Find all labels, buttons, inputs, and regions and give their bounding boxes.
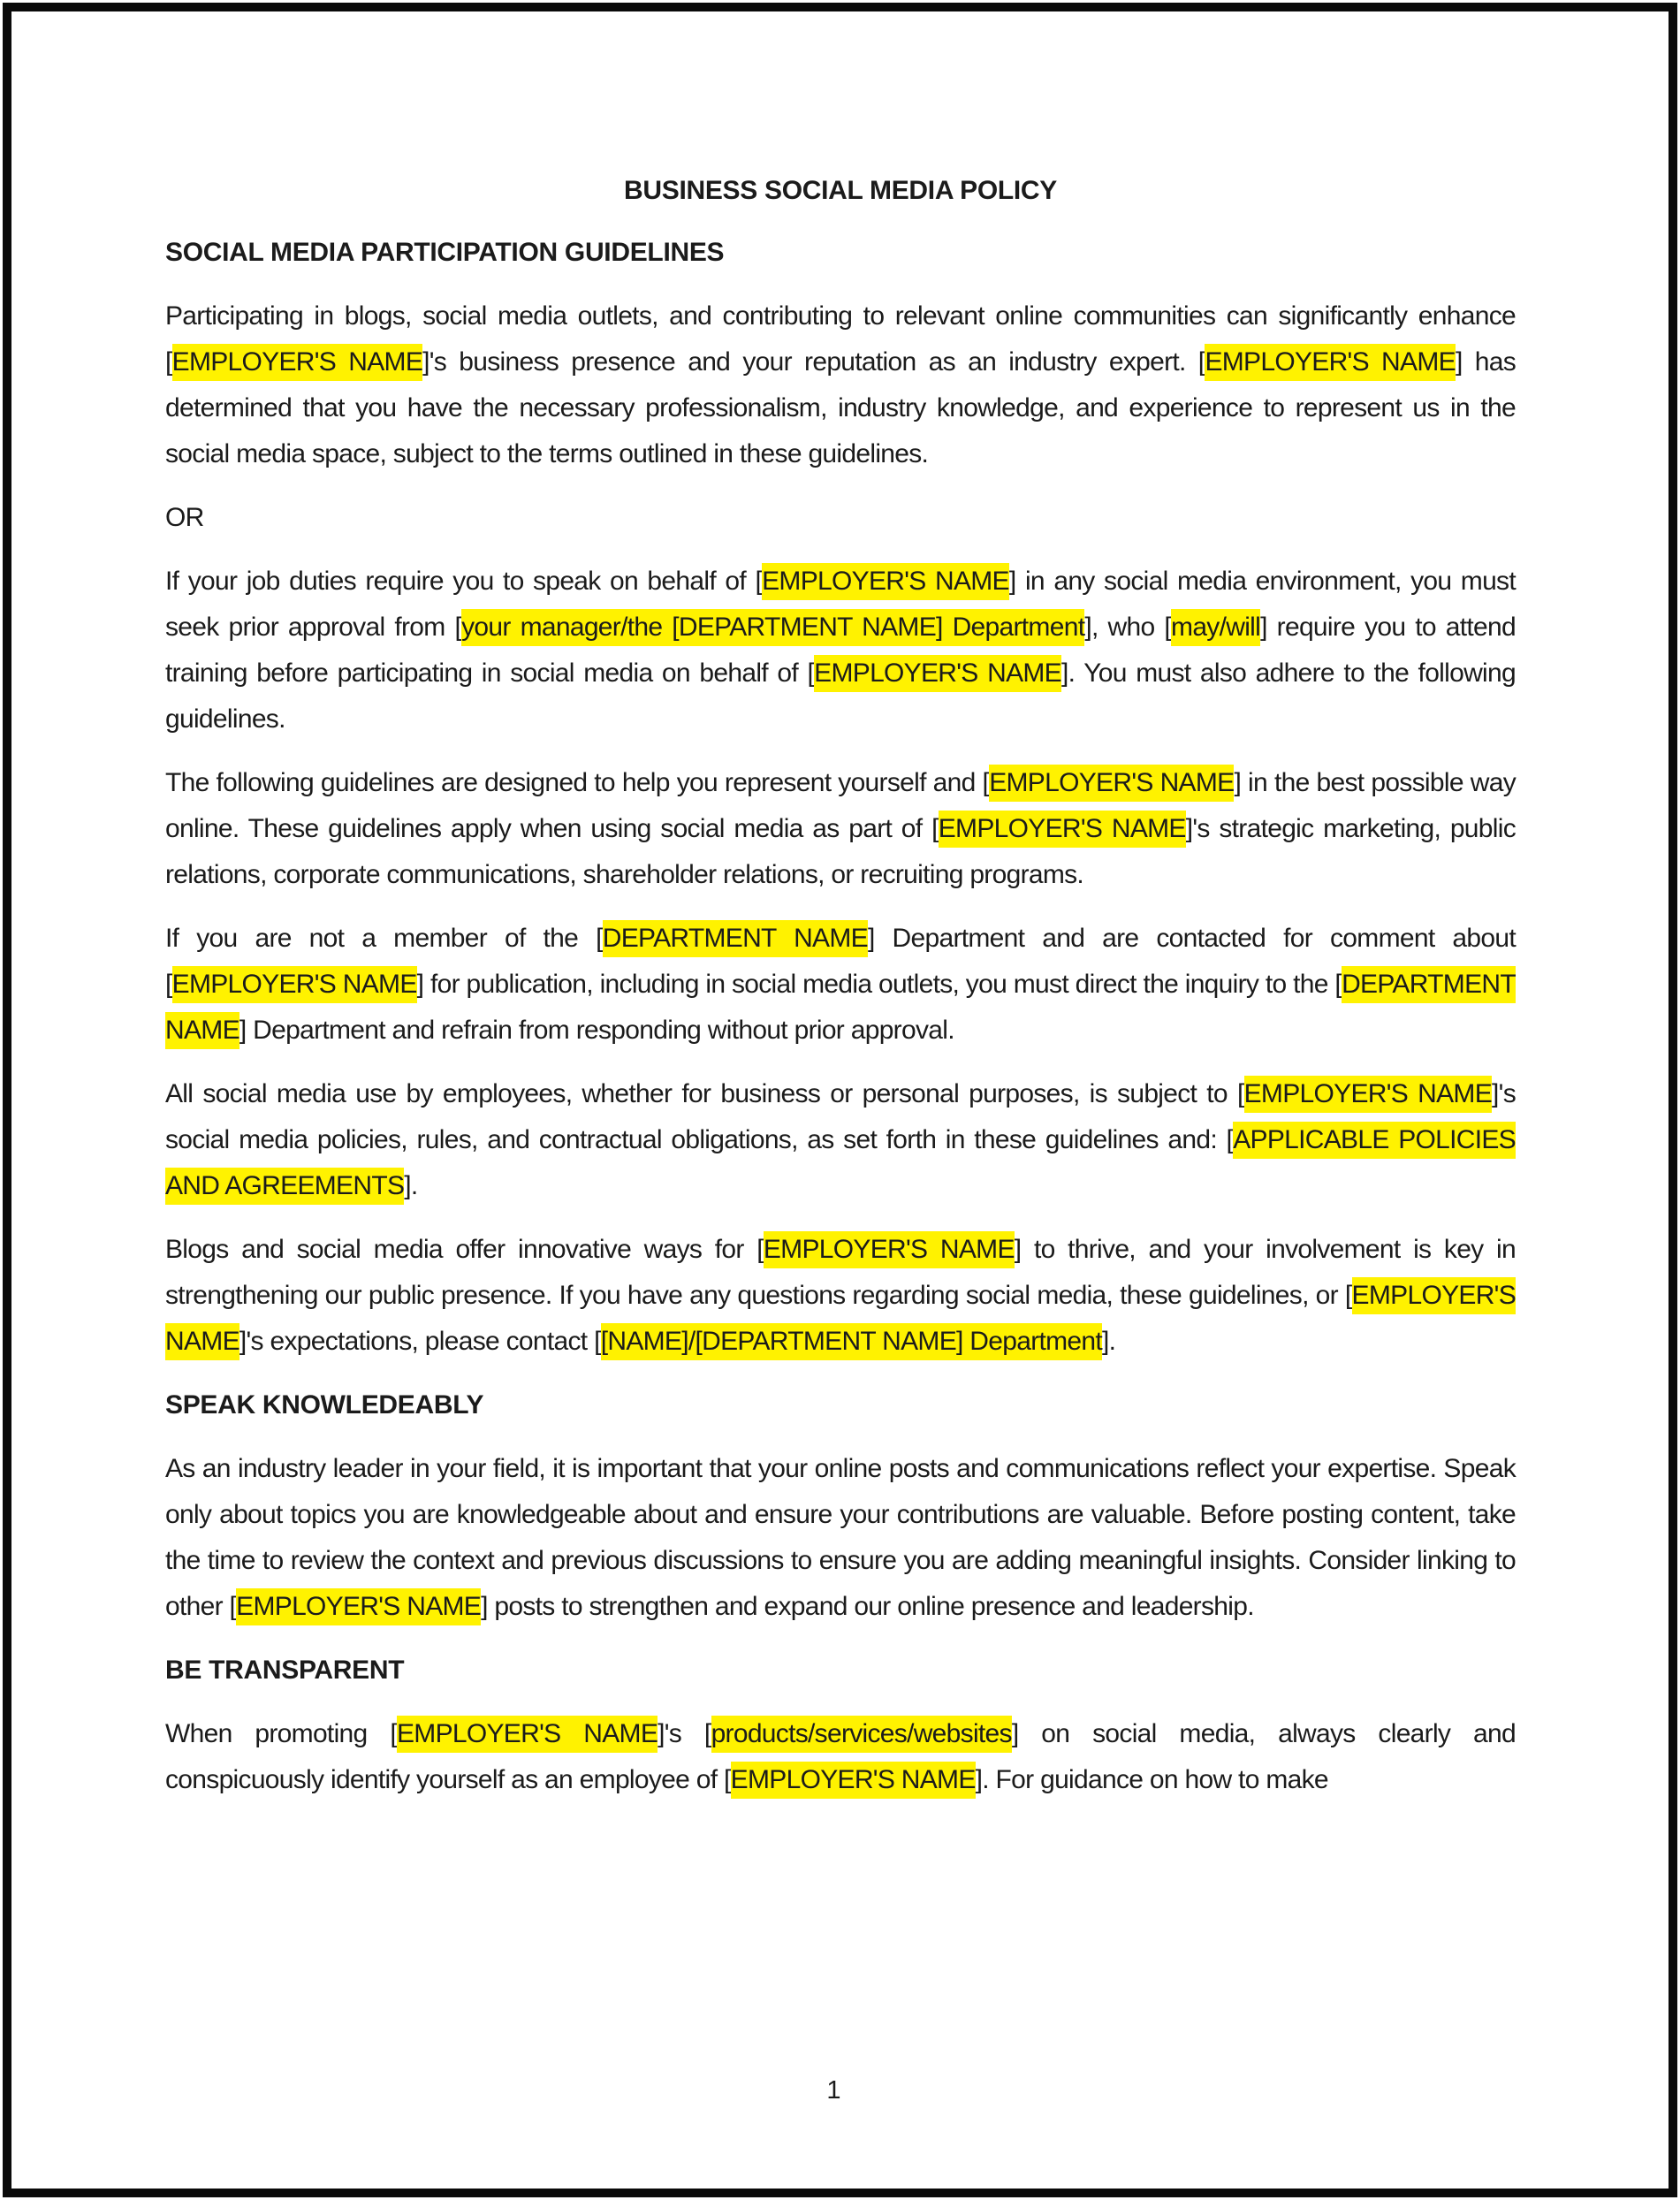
paragraph-all-social-media-use [165,1071,1516,1209]
text-run: ]. [1102,1327,1116,1356]
highlighted-placeholder: EMPLOYER'S NAME [731,1762,976,1799]
highlighted-placeholder: EMPLOYER'S NAME [165,1277,1516,1360]
text-run: ]'s [ [658,1719,711,1748]
text-run: Participating in blogs, social media outlets, and contributing to relevant online communities can significantly enhance [ [165,301,1516,377]
text-run: OR [165,503,204,532]
text-run: Blogs and social media offer innovative ways for [ [165,1235,764,1264]
text-run: ]. For guidance on how to make [975,1765,1328,1794]
section-heading-participation-guidelines: SOCIAL MEDIA PARTICIPATION GUIDELINES [165,238,725,267]
highlighted-placeholder: DEPARTMENT NAME [603,920,868,957]
highlighted-placeholder: EMPLOYER'S NAME [762,563,1009,600]
highlighted-placeholder: APPLICABLE POLICIES AND AGREEMENTS [165,1122,1516,1205]
text-run: When promoting [ [165,1719,397,1748]
text-run: ] to thrive, and your involvement is key in strengthening our public presence. If you have any questions regarding social media, these guidelines, or [ [165,1235,1516,1310]
highlighted-placeholder: your manager/the [DEPARTMENT NAME] Department [461,609,1084,646]
text-run: ] on social media, always clearly and conspicuously identify yourself as an employee of [ [165,1719,1517,1794]
highlighted-placeholder: products/services/websites [711,1716,1012,1753]
text-run: ] has determined that you have the necessary professionalism, industry knowledge, and experience to represent us in the social media space, subject to the terms outlined in these guidelines. [165,347,1517,468]
text-run: ]'s business presence and your reputation as an industry expert. [ [422,347,1205,377]
document-title: BUSINESS SOCIAL MEDIA POLICY [624,176,1057,205]
paragraph-industry-leader [165,1446,1516,1630]
highlighted-placeholder: EMPLOYER'S NAME [814,655,1061,692]
highlighted-placeholder: EMPLOYER'S NAME [172,966,417,1003]
text-run: ] in any social media environment, you must seek prior approval from [ [165,567,1516,642]
page-number: 1 [826,2076,841,2105]
highlighted-placeholder: EMPLOYER'S NAME [397,1716,658,1753]
highlighted-placeholder: EMPLOYER'S NAME [236,1588,481,1625]
text-run: ]'s strategic marketing, public relations, corporate communications, shareholder relations, or recruiting programs. [165,814,1516,889]
section-heading-speak-knowledgeably: SPEAK KNOWLEDEABLY [165,1390,484,1420]
highlighted-placeholder: EMPLOYER'S NAME [989,765,1234,802]
highlighted-placeholder: DEPARTMENT NAME [165,966,1516,1049]
document-content [165,168,1516,1821]
highlighted-placeholder: EMPLOYER'S NAME [172,344,423,381]
text-run: ]'s social media policies, rules, and contractual obligations, as set forth in these guidelines and: [ [165,1079,1516,1154]
text-run: ]'s expectations, please contact [ [239,1327,601,1356]
paragraph-when-promoting [165,1711,1516,1803]
text-run: ], who [ [1084,613,1172,642]
paragraph-guidelines-purpose [165,760,1516,898]
highlighted-placeholder: [NAME]/[DEPARTMENT NAME] Department [601,1323,1102,1360]
text-run: ] Department and are contacted for comment about [ [165,924,1516,999]
text-run: ] in the best possible way online. These guidelines apply when using social media as part of [ [165,768,1517,843]
text-run: If your job duties require you to speak on behalf of [ [165,567,763,596]
paragraph-job-duties [165,559,1516,742]
text-run: As an industry leader in your field, it is important that your online posts and communications reflect your expertise. Speak only about topics you are knowledgeable about and ensure your contributions are valuable. Before posting content, take the time to review the context and previous discussions to ensure you are adding meaningful insights. Consider linking to other [ [165,1454,1516,1621]
text-run: ] Department and refrain from responding without prior approval. [239,1016,954,1045]
text-run: ]. [404,1171,418,1200]
highlighted-placeholder: EMPLOYER'S NAME [1205,344,1456,381]
text-run: ] require you to attend training before participating in social media on behalf of [ [165,613,1517,688]
text-run: ]. You must also adhere to the following guidelines. [165,658,1516,734]
paragraph-blogs-innovative [165,1227,1516,1365]
section-heading-be-transparent: BE TRANSPARENT [165,1656,405,1685]
highlighted-placeholder: EMPLOYER'S NAME [939,811,1186,848]
highlighted-placeholder: may/will [1171,609,1260,646]
text-run: The following guidelines are designed to help you represent yourself and [ [165,768,990,797]
text-run: If you are not a member of the [ [165,924,603,953]
paragraph-participating-intro [165,293,1516,477]
paragraph-or [165,495,1516,541]
highlighted-placeholder: EMPLOYER'S NAME [1244,1076,1492,1113]
paragraph-not-a-member [165,916,1516,1054]
highlighted-placeholder: EMPLOYER'S NAME [764,1231,1015,1268]
text-run: ] for publication, including in social media outlets, you must direct the inquiry to the [ [416,970,1342,999]
text-run: ] posts to strengthen and expand our online presence and leadership. [481,1592,1254,1621]
text-run: All social media use by employees, whether for business or personal purposes, is subject to [ [165,1079,1244,1108]
